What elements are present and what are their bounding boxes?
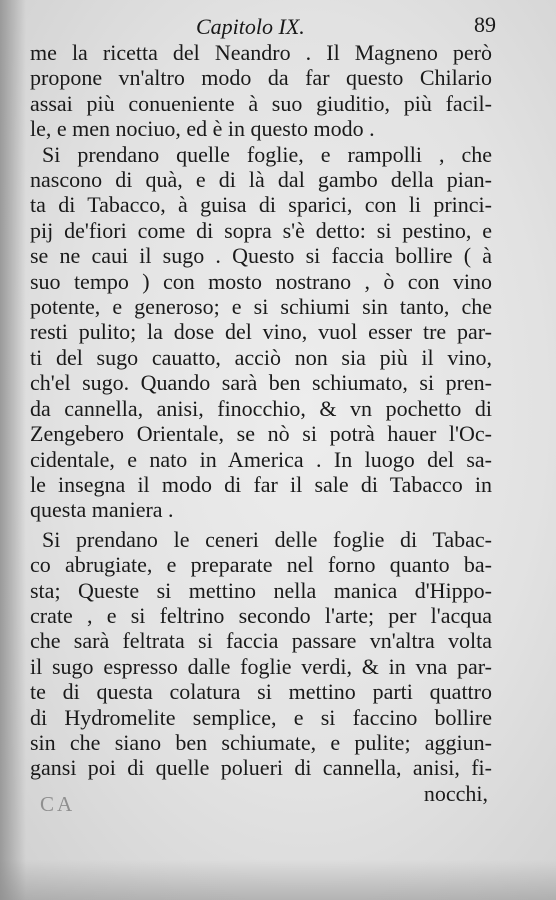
text-line: me la ricetta del Neandro . Il Magneno però <box>30 40 492 65</box>
text-line: pij de'fiori come di sopra s'è detto: si pestino, e <box>30 217 492 243</box>
text-line: ta di Tabacco, à guisa di sparici, con li princi- <box>30 192 492 218</box>
text-line: potente, e generoso; e si schiumi sin tanto, che <box>30 294 492 320</box>
text-line: suo tempo ) con mosto nostrano , ò con vino <box>30 268 492 294</box>
text-line: Zengebero Orientale, se nò si potrà hauer l'Oc- <box>30 421 492 447</box>
text-line: gansi poi di quelle polueri di cannella, anisi, fi- <box>30 755 492 781</box>
text-line: ch'el sugo. Quando sarà ben schiumato, si pren- <box>30 370 492 396</box>
text-line: sta; Queste si mettino nella manica d'Hippo- <box>30 577 492 603</box>
text-line: le insegna il modo di far il sale di Tabacco in <box>30 471 492 497</box>
text-line: se ne caui il sugo . Questo si faccia bollire ( à <box>30 243 492 269</box>
paragraph-start-line: Si prendano quelle foglie, e rampolli , che <box>42 141 492 167</box>
text-line: sin che siano ben schiumate, e pulite; aggiun- <box>30 729 492 755</box>
text-line: il sugo espresso dalle foglie verdi, & in vna par- <box>30 653 492 679</box>
text-line: assai più conueniente à suo giuditio, più facil- <box>30 90 492 116</box>
gutter-shadow <box>0 0 26 900</box>
text-line: propone vn'altro modo da far questo Chilario <box>30 65 492 91</box>
page-number: 89 <box>474 12 496 37</box>
text-line: te di questa colatura si mettino parti quattro <box>30 679 492 705</box>
text-line: le, e men nociuo, ed è in questo modo . <box>30 116 375 142</box>
body-text <box>30 40 492 806</box>
chapter-title: Capitolo IX. <box>196 14 305 39</box>
library-stamp: CA <box>40 792 76 816</box>
text-line: crate , e si feltrino secondo l'arte; per l'acqua <box>30 602 492 628</box>
text-line: che sarà feltrata si faccia passare vn'altra volta <box>30 628 492 654</box>
text-line: co abrugiate, e preparate nel forno quanto ba- <box>30 552 492 578</box>
text-line: cidentale, e nato in America . In luogo del sa- <box>30 446 492 472</box>
text-line: ti del sugo cauatto, acciò non sia più il vino, <box>30 344 492 370</box>
page-edge-shadow <box>0 860 556 900</box>
running-head <box>0 12 556 42</box>
text-line: questa maniera . <box>30 497 174 523</box>
catchword: nocchi, <box>423 780 488 806</box>
text-line: da cannella, anisi, finocchio, & vn pochetto di <box>30 395 492 421</box>
paragraph-start-line: Si prendano le ceneri delle foglie di Tabac- <box>42 526 492 552</box>
text-line: resti pulito; la dose del vino, vuol esser tre par- <box>30 319 492 345</box>
text-line: nascono di quà, e di là dal gambo della pian- <box>30 167 492 193</box>
text-line: di Hydromelite semplice, e si faccino bollire <box>30 704 492 730</box>
